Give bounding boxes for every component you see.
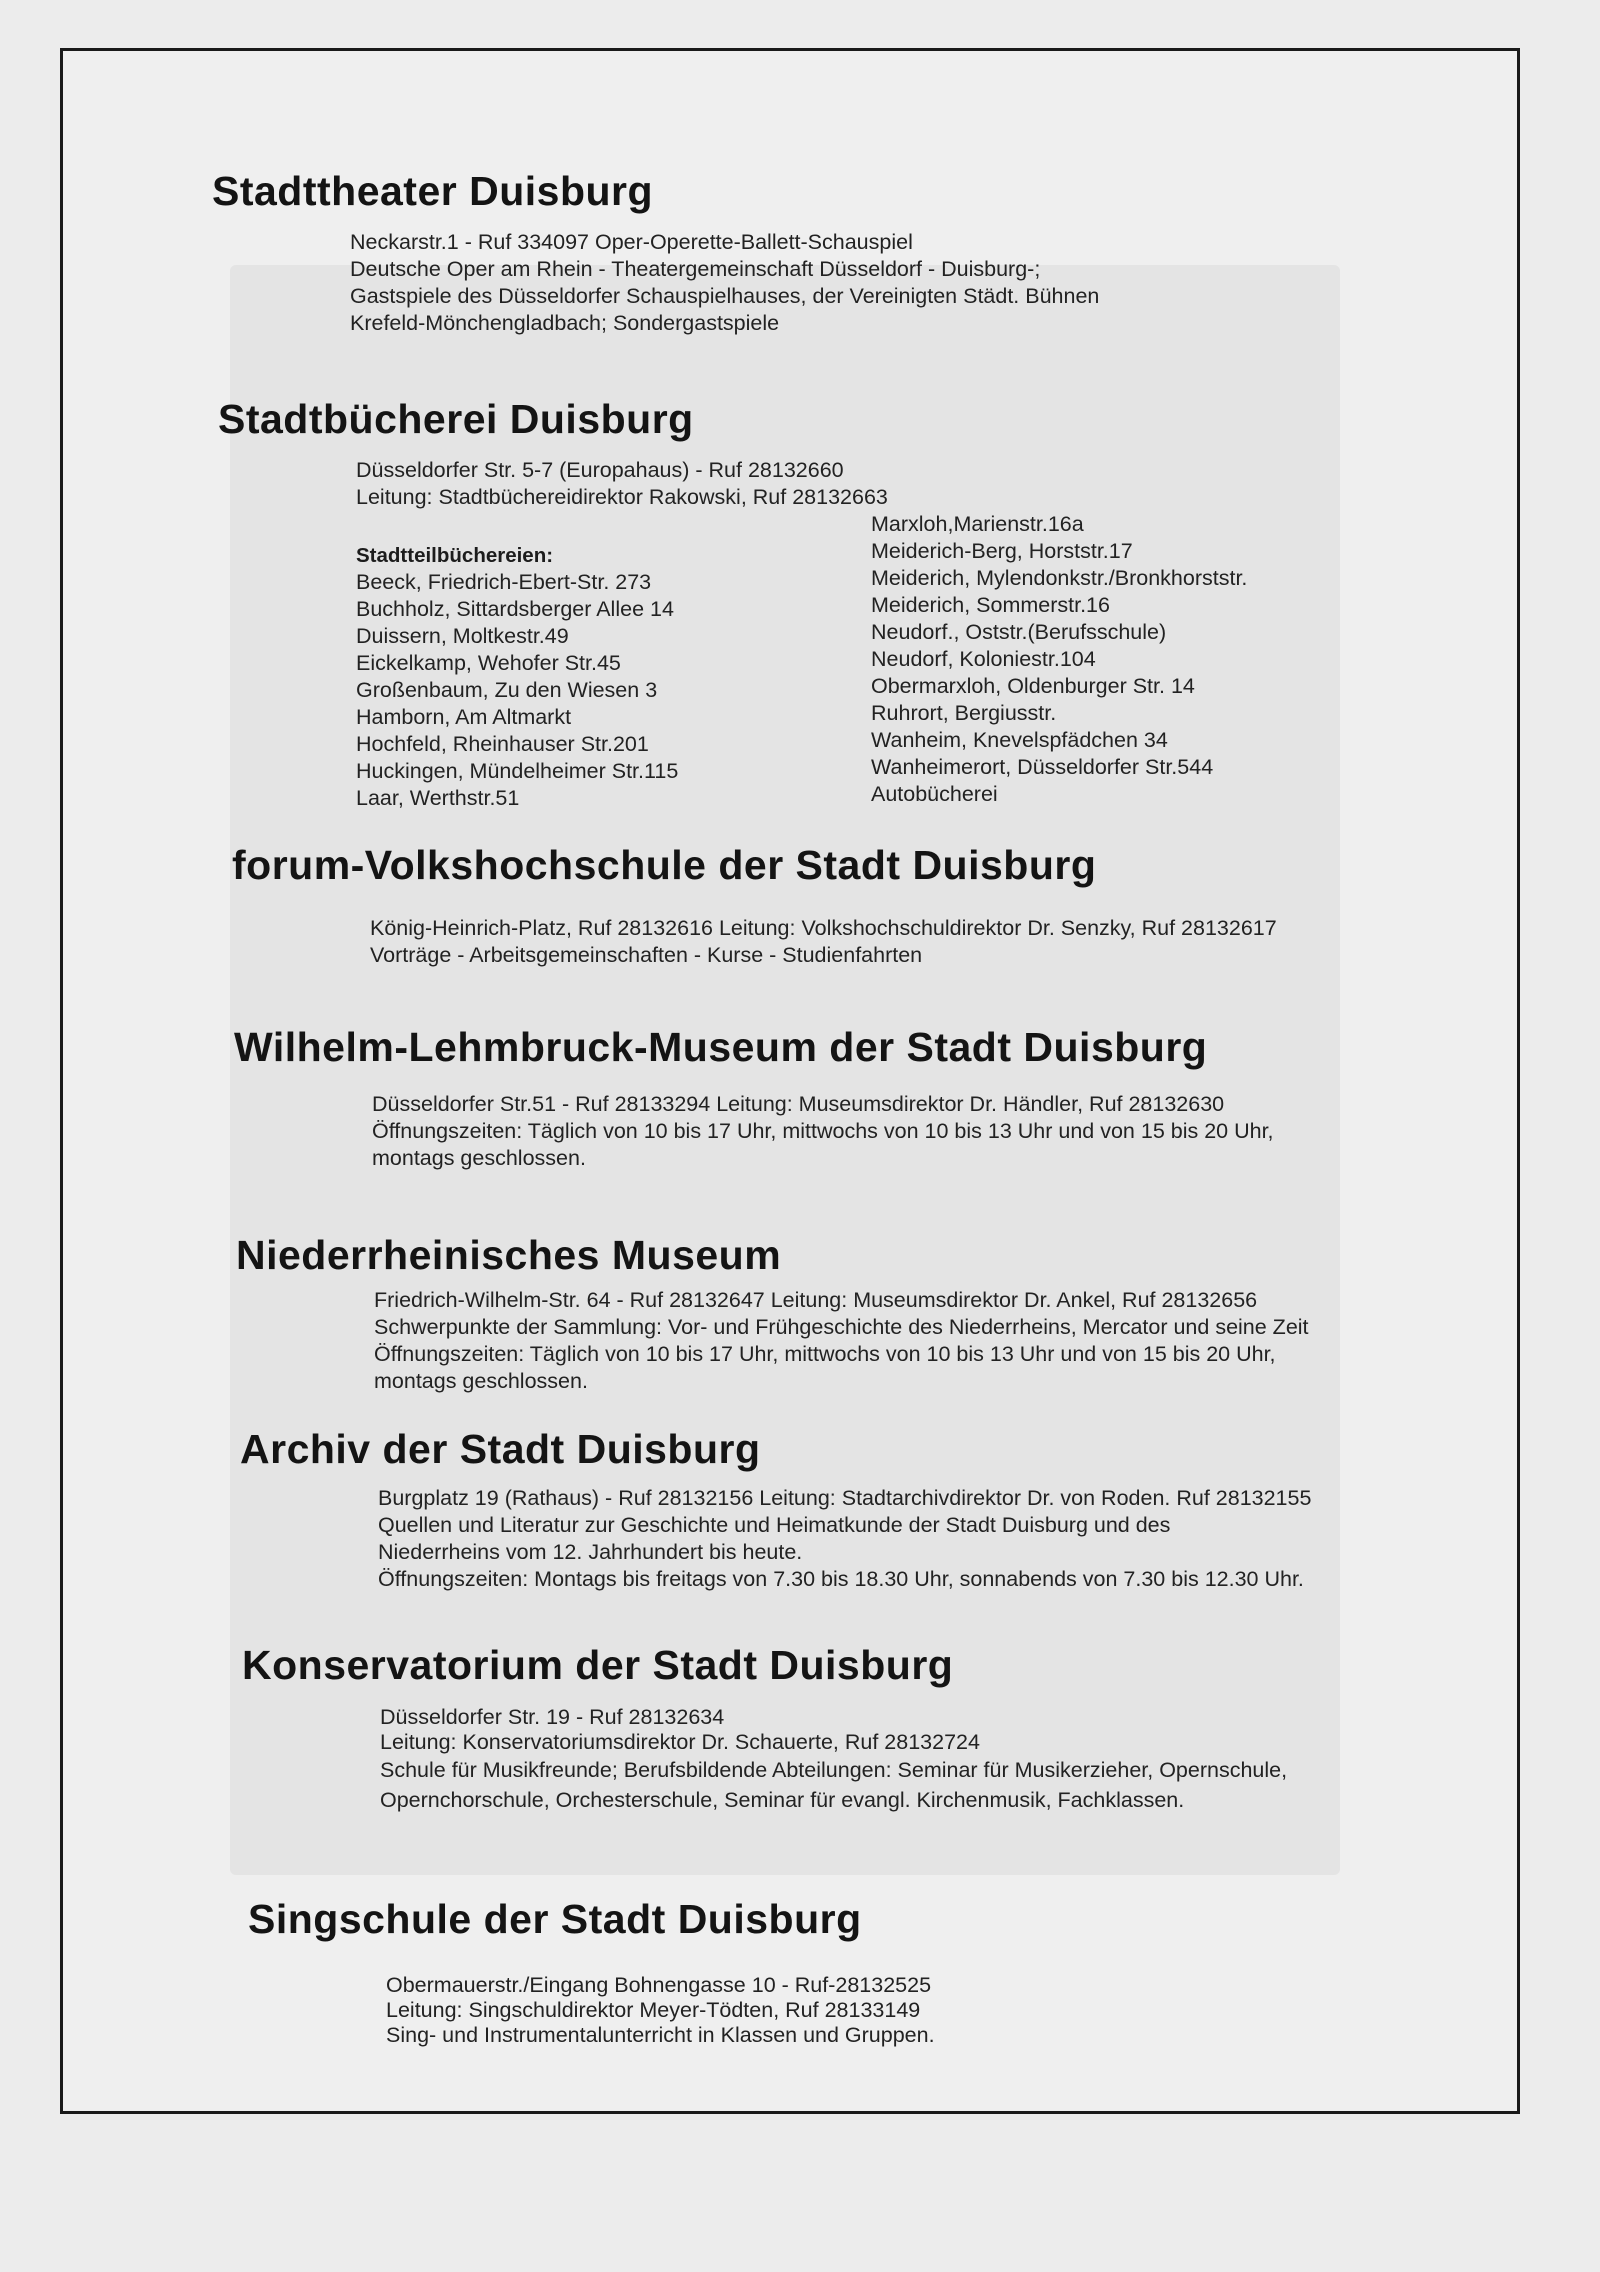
branch-item: Marxloh,Marienstr.16a bbox=[871, 512, 1084, 536]
branch-item: Obermarxloh, Oldenburger Str. 14 bbox=[871, 674, 1195, 698]
section-lehmbruck-museum bbox=[234, 1024, 1274, 1172]
section-title: Konservatorium der Stadt Duisburg bbox=[242, 1642, 954, 1688]
section-title: Wilhelm-Lehmbruck-Museum der Stadt Duisburg bbox=[234, 1024, 1208, 1070]
text-line: Vorträge - Arbeitsgemeinschaften - Kurse - Studienfahrten bbox=[370, 943, 923, 967]
section-archiv bbox=[240, 1426, 1311, 1593]
section-title: Singschule der Stadt Duisburg bbox=[248, 1896, 862, 1942]
section-body bbox=[378, 1485, 1311, 1593]
text-line: Leitung: Konservatoriumsdirektor Dr. Schauerte, Ruf 28132724 bbox=[380, 1730, 980, 1754]
branch-item: Wanheimerort, Düsseldorfer Str.544 bbox=[871, 755, 1214, 779]
text-line: Schwerpunkte der Sammlung: Vor- und Frühgeschichte des Niederrheins, Mercator und seine Zeit bbox=[374, 1315, 1309, 1339]
section-body bbox=[370, 915, 1277, 969]
text-line: Leitung: Singschuldirektor Meyer-Tödten, Ruf 28133149 bbox=[386, 1998, 921, 2022]
branch-item: Ruhrort, Bergiusstr. bbox=[871, 701, 1057, 725]
branch-item: Neudorf., Oststr.(Berufsschule) bbox=[871, 620, 1167, 644]
branch-item: Meiderich-Berg, Horststr.17 bbox=[871, 539, 1133, 563]
text-line: Obermauerstr./Eingang Bohnengasse 10 - Ruf-28132525 bbox=[386, 1973, 932, 1997]
text-line: Niederrheins vom 12. Jahrhundert bis heute. bbox=[378, 1540, 803, 1564]
branch-list-left bbox=[356, 538, 871, 812]
text-line: Düsseldorfer Str.51 - Ruf 28133294 Leitung: Museumsdirektor Dr. Händler, Ruf 28132630 bbox=[372, 1092, 1225, 1116]
section-title: Stadttheater Duisburg bbox=[212, 168, 654, 214]
branch-item: Hamborn, Am Altmarkt bbox=[356, 705, 572, 729]
text-line: Sing- und Instrumentalunterricht in Klassen und Gruppen. bbox=[386, 2023, 935, 2047]
branch-item: Beeck, Friedrich-Ebert-Str. 273 bbox=[356, 570, 652, 594]
text-line: Opernchorschule, Orchesterschule, Seminar für evangl. Kirchenmusik, Fachklassen. bbox=[380, 1788, 1185, 1812]
section-stadtbuecherei bbox=[218, 396, 1371, 812]
text-line: Quellen und Literatur zur Geschichte und Heimatkunde der Stadt Duisburg und des bbox=[378, 1513, 1171, 1537]
branch-item: Laar, Werthstr.51 bbox=[356, 786, 520, 810]
section-title: forum-Volkshochschule der Stadt Duisburg bbox=[232, 842, 1097, 888]
text-line: Düsseldorfer Str. 19 - Ruf 28132634 bbox=[380, 1705, 725, 1729]
section-body bbox=[356, 457, 1371, 812]
branch-item: Wanheim, Knevelspfädchen 34 bbox=[871, 728, 1168, 752]
section-body bbox=[386, 1973, 935, 2048]
branch-item: Eickelkamp, Wehofer Str.45 bbox=[356, 651, 621, 675]
text-line: Friedrich-Wilhelm-Str. 64 - Ruf 28132647 Leitung: Museumsdirektor Dr. Ankel, Ruf 28132656 bbox=[374, 1288, 1258, 1312]
text-line: Öffnungszeiten: Täglich von 10 bis 17 Uhr, mittwochs von 10 bis 13 Uhr und von 15 bis 20 Uhr, bbox=[372, 1119, 1274, 1143]
section-title: Archiv der Stadt Duisburg bbox=[240, 1426, 761, 1472]
text-line: Öffnungszeiten: Täglich von 10 bis 17 Uhr, mittwochs von 10 bis 13 Uhr und von 15 bis 20 Uhr, bbox=[374, 1342, 1276, 1366]
section-niederrheinisches-museum bbox=[236, 1232, 1309, 1395]
branch-item: Neudorf, Koloniestr.104 bbox=[871, 647, 1096, 671]
section-konservatorium bbox=[242, 1642, 1287, 1815]
text-line: Schule für Musikfreunde; Berufsbildende Abteilungen: Seminar für Musikerzieher, Opernschule, bbox=[380, 1758, 1288, 1782]
section-title: Niederrheinisches Museum bbox=[236, 1232, 782, 1278]
text-line: Krefeld-Mönchengladbach; Sondergastspiele bbox=[350, 311, 780, 335]
text-line: Deutsche Oper am Rhein - Theatergemeinschaft Düsseldorf - Duisburg-; bbox=[350, 257, 1041, 281]
section-body bbox=[380, 1705, 1287, 1815]
text-line: Burgplatz 19 (Rathaus) - Ruf 28132156 Leitung: Stadtarchivdirektor Dr. von Roden. Ruf 28132155 bbox=[378, 1486, 1312, 1510]
branches-label: Stadtteilbüchereien: bbox=[356, 544, 554, 567]
branch-item: Großenbaum, Zu den Wiesen 3 bbox=[356, 678, 658, 702]
branch-item: Hochfeld, Rheinhauser Str.201 bbox=[356, 732, 649, 756]
text-line: montags geschlossen. bbox=[374, 1369, 588, 1393]
branch-columns bbox=[356, 512, 1371, 812]
text-line: Düsseldorfer Str. 5-7 (Europahaus) - Ruf 28132660 bbox=[356, 458, 844, 482]
branch-item: Huckingen, Mündelheimer Str.115 bbox=[356, 759, 679, 783]
branch-item: Autobücherei bbox=[871, 782, 998, 806]
text-line: montags geschlossen. bbox=[372, 1146, 586, 1170]
branch-list-right bbox=[871, 511, 1371, 812]
text-line: Gastspiele des Düsseldorfer Schauspielhauses, der Vereinigten Städt. Bühnen bbox=[350, 284, 1100, 308]
text-line: König-Heinrich-Platz, Ruf 28132616 Leitung: Volkshochschuldirektor Dr. Senzky, Ruf 28132617 bbox=[370, 916, 1277, 940]
branch-item: Buchholz, Sittardsberger Allee 14 bbox=[356, 597, 674, 621]
section-singschule bbox=[248, 1896, 935, 2048]
section-stadttheater bbox=[212, 168, 1099, 337]
branch-item: Meiderich, Mylendonkstr./Bronkhorststr. bbox=[871, 566, 1248, 590]
section-body bbox=[350, 229, 1099, 337]
branch-item: Meiderich, Sommerstr.16 bbox=[871, 593, 1110, 617]
branch-item: Duissern, Moltkestr.49 bbox=[356, 624, 569, 648]
text-line: Leitung: Stadtbüchereidirektor Rakowski, Ruf 28132663 bbox=[356, 485, 888, 509]
section-title: Stadtbücherei Duisburg bbox=[218, 396, 694, 442]
section-body bbox=[374, 1287, 1309, 1395]
text-line: Öffnungszeiten: Montags bis freitags von 7.30 bis 18.30 Uhr, sonnabends von 7.30 bis 12.30 Uhr. bbox=[378, 1567, 1304, 1591]
section-volkshochschule bbox=[232, 842, 1277, 969]
text-line: Neckarstr.1 - Ruf 334097 Oper-Operette-Ballett-Schauspiel bbox=[350, 230, 913, 254]
section-body bbox=[372, 1091, 1274, 1172]
